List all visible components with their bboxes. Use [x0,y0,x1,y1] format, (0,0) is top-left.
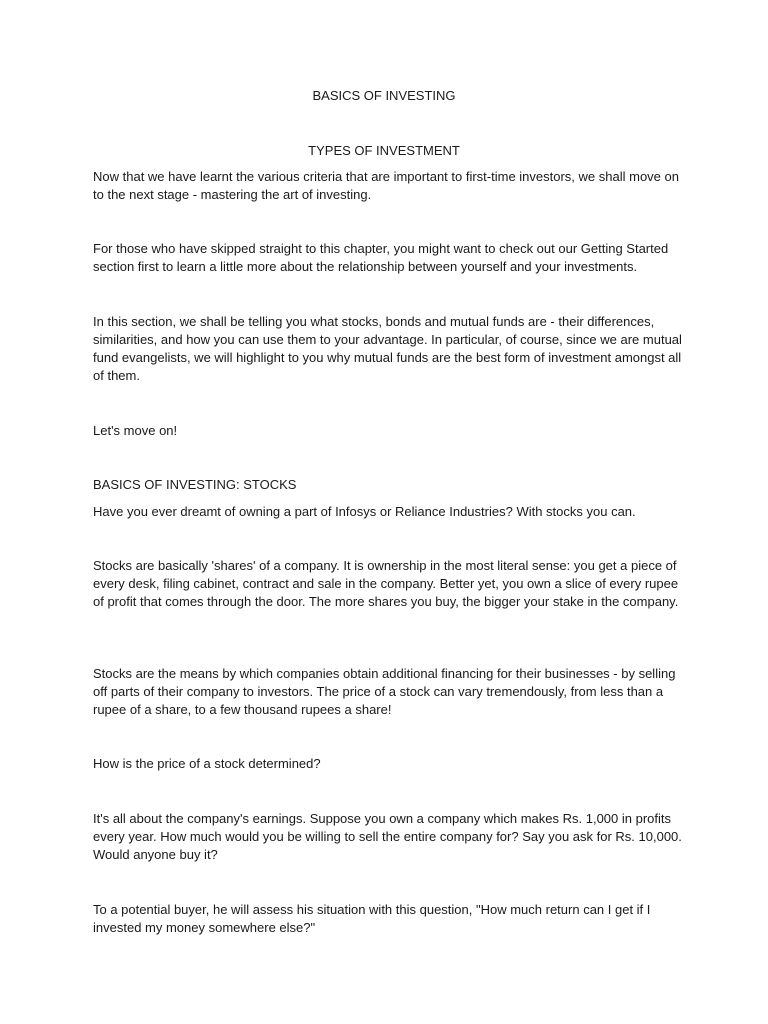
paragraph: In this section, we shall be telling you what stocks, bonds and mutual funds are - their differences, similarities, and how you can use them to your advantage. In particular, of course, since we are mutual fund evangelists, we will highlight to you why mutual funds are the best form of investment amongst all of them. [93,314,682,383]
paragraph: To a potential buyer, he will assess his situation with this question, "How much return can I get if I invested my money somewhere else?" [93,902,651,935]
section-heading: BASICS OF INVESTING: STOCKS [93,477,297,492]
paragraph: Have you ever dreamt of owning a part of Infosys or Reliance Industries? With stocks you can. [93,504,636,519]
paragraph: Now that we have learnt the various criteria that are important to first-time investors, we shall move on to the next stage - mastering the art of investing. [93,169,679,202]
paragraph: For those who have skipped straight to this chapter, you might want to check out our Getting Started section first to learn a little more about the relationship between yourself and your investments. [93,241,669,274]
document-subtitle: TYPES OF INVESTMENT [308,143,460,158]
paragraph: It's all about the company's earnings. Suppose you own a company which makes Rs. 1,000 in profits every year. How much would you be willing to sell the entire company for? Say you ask for Rs. 10,000. Would anyone buy it? [93,811,682,862]
document-title: BASICS OF INVESTING [312,88,456,103]
paragraph: How is the price of a stock determined? [93,756,321,771]
paragraph: Stocks are the means by which companies obtain additional financing for their businesses - by selling off parts of their company to investors. The price of a stock can vary tremendously, from less than a rupee of a share, to a few thousand rupees a share! [93,666,676,717]
paragraph: Let's move on! [93,423,178,438]
paragraph: Stocks are basically 'shares' of a company. It is ownership in the most literal sense: you get a piece of every desk, filing cabinet, contract and sale in the company. Better yet, you own a slice of every rupee of profit that comes through the door. The more shares you buy, the bigger your stake in the company. [93,558,679,609]
